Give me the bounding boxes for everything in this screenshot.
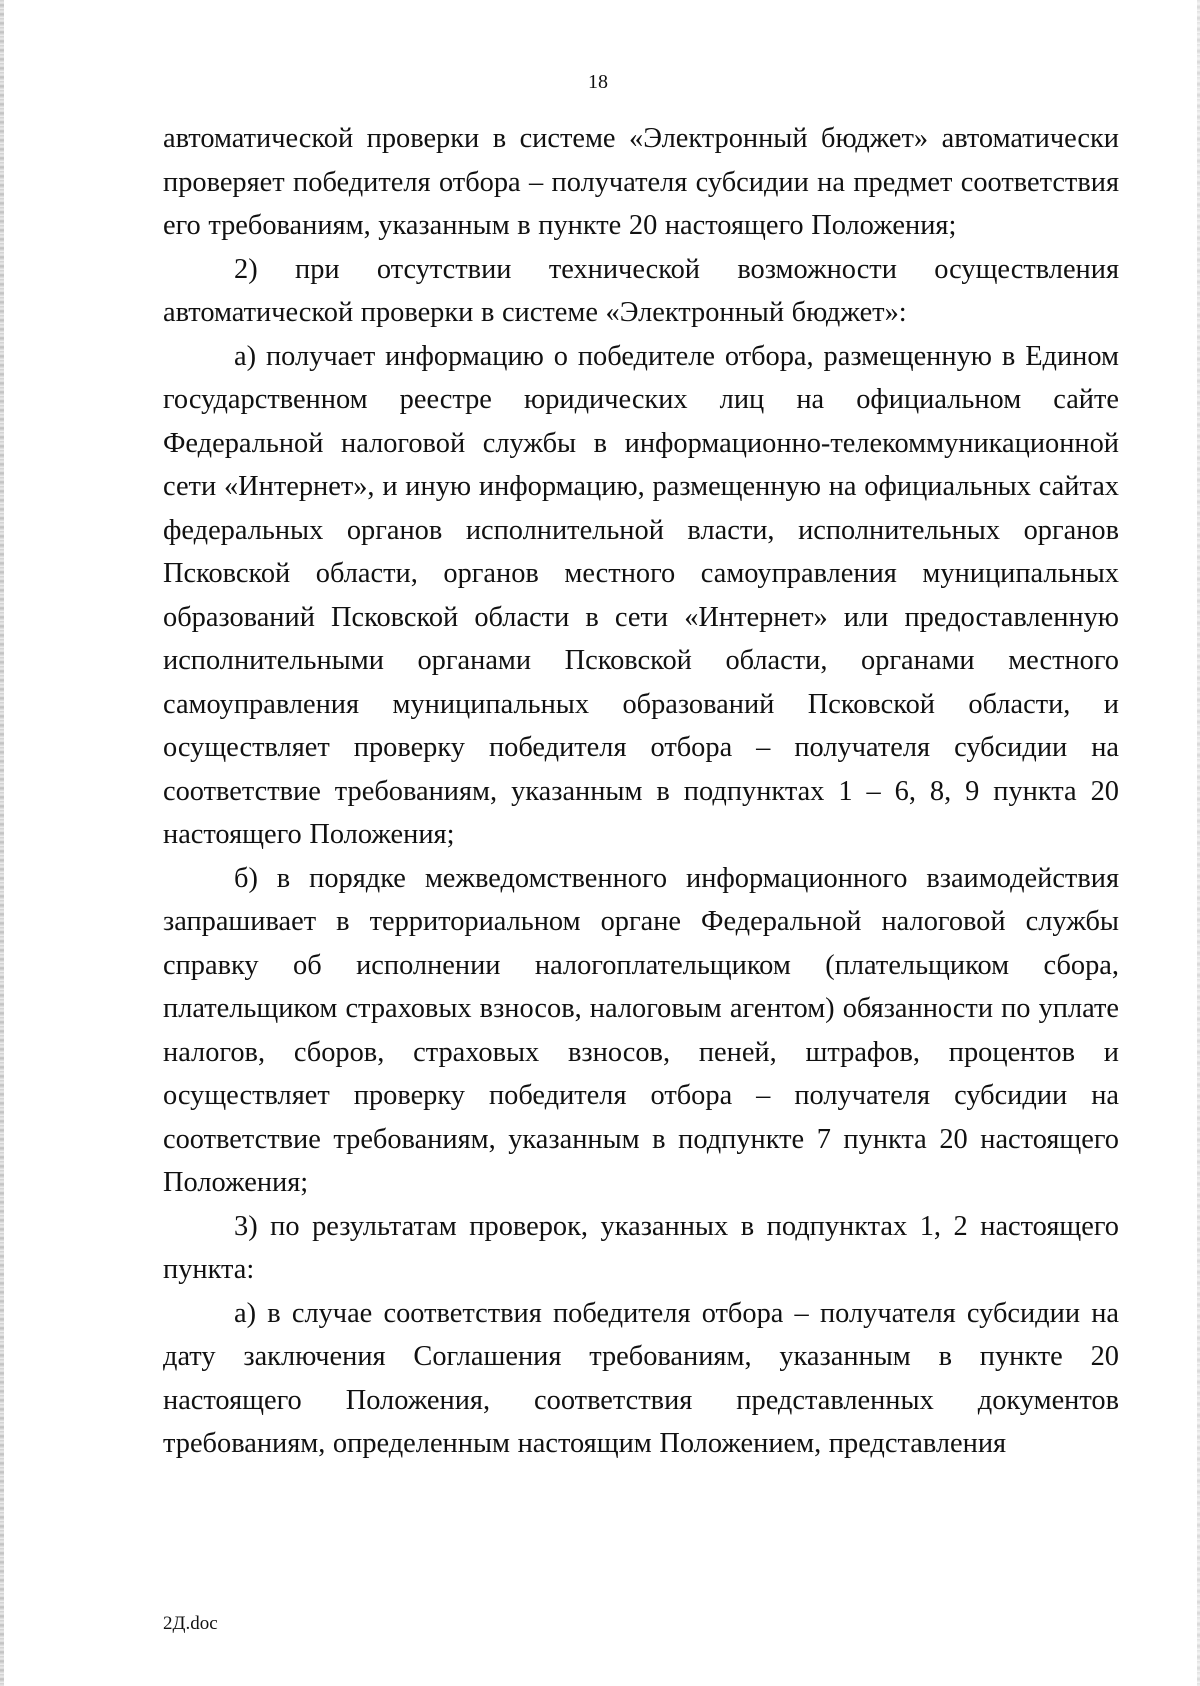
footer-filename: 2Д.doc bbox=[163, 1613, 218, 1634]
paragraph-item-2a: а) получает информацию о победителе отбора, размещенную в Едином государственном реестре юридических лиц на официальном сайте Федеральной налоговой службы в информационно-телекоммуникационной сети «Интернет», и иную информацию, размещенную на официальных сайтах федеральных органов исполнительной власти, исполнительных органов Псковской области, органов местного самоуправления муниципальных образований Псковской области в сети «Интернет» или предоставленную исполнительными органами Псковской области, органами местного самоуправления муниципальных образований Псковской области, и осуществляет проверку победителя отбора – получателя субсидии на соответствие требованиям, указанным в подпунктах 1 – 6, 8, 9 пункта 20 настоящего Положения; bbox=[163, 340, 1119, 850]
document-body bbox=[163, 117, 1119, 1466]
paragraph-continuation: автоматической проверки в системе «Электронный бюджет» автоматически проверяет победителя отбора – получателя субсидии на предмет соответствия его требованиям, указанным в пункте 20 настоящего Положения; bbox=[163, 123, 1119, 241]
paragraph-item-3a: а) в случае соответствия победителя отбора – получателя субсидии на дату заключения Соглашения требованиям, указанным в пункте 20 настоящего Положения, соответствия представленных документов требованиям, определенным настоящим Положением, представления bbox=[163, 1297, 1119, 1459]
paragraph-item-2: 2) при отсутствии технической возможности осуществления автоматической проверки в системе «Электронный бюджет»: bbox=[163, 253, 1119, 328]
scan-edge-left bbox=[0, 0, 4, 1686]
paragraph-item-3: 3) по результатам проверок, указанных в подпунктах 1, 2 настоящего пункта: bbox=[163, 1210, 1119, 1285]
page-number: 18 bbox=[588, 71, 608, 93]
paragraph-item-2b: б) в порядке межведомственного информационного взаимодействия запрашивает в территориальном органе Федеральной налоговой службы справку об исполнении налогоплательщиком (плательщиком сбора, плательщиком страховых взносов, налоговым агентом) обязанности по уплате налогов, сборов, страховых взносов, пеней, штрафов, процентов и осуществляет проверку победителя отбора – получателя субсидии на соответствие требованиям, указанным в подпункте 7 пункта 20 настоящего Положения; bbox=[163, 862, 1119, 1198]
